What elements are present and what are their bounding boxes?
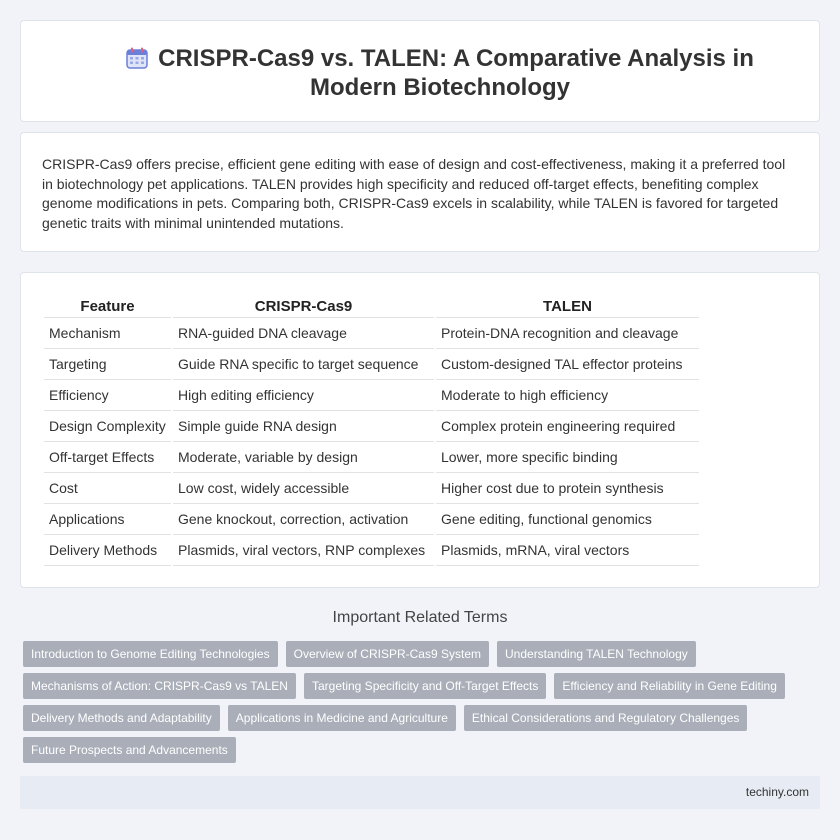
comparison-table-card <box>20 272 820 588</box>
comparison-table <box>42 296 701 566</box>
table-row <box>44 349 699 380</box>
header-crispr: CRISPR-Cas9 <box>173 296 434 318</box>
related-term-tag[interactable]: Overview of CRISPR-Cas9 System <box>286 641 489 667</box>
related-term-tag[interactable]: Mechanisms of Action: CRISPR-Cas9 vs TALEN <box>23 673 296 699</box>
page-title-text: CRISPR-Cas9 vs. TALEN: A Comparative Analysis in Modern Biotechnology <box>158 45 754 101</box>
table-row <box>44 504 699 535</box>
summary-text: CRISPR-Cas9 offers precise, efficient gene editing with ease of design and cost-effectiveness, making it a preferred tool in biotechnology pet applications. TALEN provides high specificity and reduced off-target effects, benefiting complex genome modifications in pets. Comparing both, CRISPR-Cas9 excels in scalability, while TALEN is favored for targeted genetic traits with minimal unintended mutations. <box>42 156 786 231</box>
table-cell: Design Complexity <box>44 411 171 442</box>
table-row <box>44 380 699 411</box>
footer <box>20 776 820 809</box>
table-cell: Complex protein engineering required <box>436 411 699 442</box>
table-cell: Moderate to high efficiency <box>436 380 699 411</box>
table-row <box>44 318 699 349</box>
header-feature: Feature <box>44 296 171 318</box>
related-term-tag[interactable]: Efficiency and Reliability in Gene Editing <box>554 673 785 699</box>
table-row <box>44 411 699 442</box>
table-cell: Delivery Methods <box>44 535 171 566</box>
table-cell: Plasmids, mRNA, viral vectors <box>436 535 699 566</box>
table-cell: Off-target Effects <box>44 442 171 473</box>
related-terms-list <box>23 641 813 763</box>
related-term-tag[interactable]: Targeting Specificity and Off-Target Effects <box>304 673 546 699</box>
table-cell: Guide RNA specific to target sequence <box>173 349 434 380</box>
related-term-tag[interactable]: Ethical Considerations and Regulatory Challenges <box>464 705 748 731</box>
table-cell: Higher cost due to protein synthesis <box>436 473 699 504</box>
table-cell: Lower, more specific binding <box>436 442 699 473</box>
table-cell: RNA-guided DNA cleavage <box>173 318 434 349</box>
page-title <box>81 44 799 102</box>
table-cell: Applications <box>44 504 171 535</box>
related-terms-title: Important Related Terms <box>332 609 508 626</box>
related-term-tag[interactable]: Introduction to Genome Editing Technologies <box>23 641 278 667</box>
related-term-tag[interactable]: Understanding TALEN Technology <box>497 641 696 667</box>
table-cell: Mechanism <box>44 318 171 349</box>
table-cell: Plasmids, viral vectors, RNP complexes <box>173 535 434 566</box>
table-row <box>44 473 699 504</box>
table-cell: Gene editing, functional genomics <box>436 504 699 535</box>
table-cell: Protein-DNA recognition and cleavage <box>436 318 699 349</box>
table-row <box>44 535 699 566</box>
calendar-icon <box>126 47 148 69</box>
footer-brand[interactable]: techiny.com <box>745 785 809 799</box>
table-cell: Gene knockout, correction, activation <box>173 504 434 535</box>
table-cell: Simple guide RNA design <box>173 411 434 442</box>
table-row <box>44 442 699 473</box>
related-term-tag[interactable]: Delivery Methods and Adaptability <box>23 705 220 731</box>
table-cell: Low cost, widely accessible <box>173 473 434 504</box>
table-cell: Custom-designed TAL effector proteins <box>436 349 699 380</box>
summary-card <box>20 132 820 252</box>
table-cell: Cost <box>44 473 171 504</box>
table-header-row <box>44 296 699 318</box>
table-cell: Targeting <box>44 349 171 380</box>
related-term-tag[interactable]: Future Prospects and Advancements <box>23 737 236 763</box>
related-term-tag[interactable]: Applications in Medicine and Agriculture <box>228 705 456 731</box>
header-talen: TALEN <box>436 296 699 318</box>
table-cell: Efficiency <box>44 380 171 411</box>
table-cell: Moderate, variable by design <box>173 442 434 473</box>
table-cell: High editing efficiency <box>173 380 434 411</box>
title-card <box>20 20 820 122</box>
